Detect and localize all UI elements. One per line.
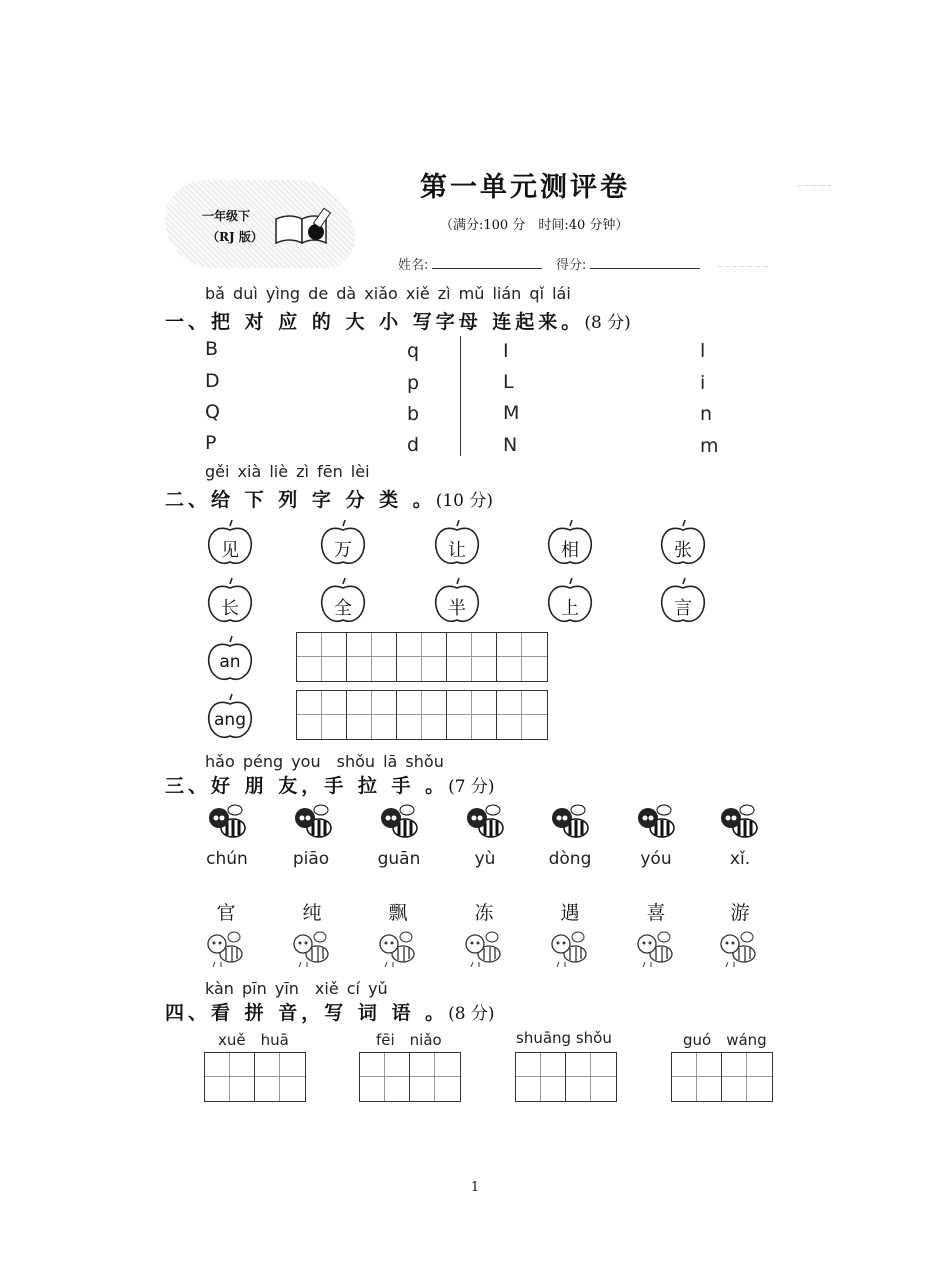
apple-char: 万 [334, 540, 352, 561]
apple-character[interactable] [205, 518, 255, 568]
bee-hanzi[interactable]: 喜 [646, 902, 666, 924]
bee-outline-icon [547, 924, 591, 968]
bee-outline-icon [203, 924, 247, 968]
apple-char: 长 [221, 598, 239, 619]
score-label: 得分: [556, 258, 587, 273]
apple-char: 相 [561, 540, 579, 561]
name-label: 姓名: [398, 258, 429, 273]
upper-letter[interactable]: Q [205, 401, 220, 423]
section3-heading [165, 771, 495, 798]
bee-icon [205, 800, 249, 844]
apple-char: 上 [561, 598, 579, 619]
bee-icon [291, 800, 335, 844]
writing-cell[interactable] [497, 633, 547, 681]
bee-hanzi[interactable]: 官 [216, 902, 236, 924]
writing-cell[interactable] [360, 1053, 410, 1101]
bee-outline-icon [716, 924, 760, 968]
word-writing-grid[interactable] [359, 1052, 461, 1102]
page-title: 第一单元测评卷 [420, 172, 630, 203]
writing-cell[interactable] [347, 691, 397, 739]
word-writing-grid[interactable] [204, 1052, 306, 1102]
writing-cell[interactable] [497, 691, 547, 739]
name-blank[interactable] [432, 268, 542, 269]
section2-points: (10 分) [435, 491, 494, 511]
scan-noise: ~~~~~ [796, 181, 835, 190]
writing-cell[interactable] [566, 1053, 616, 1101]
section3-pinyin: hǎo péng you shǒu lā shǒu [205, 752, 444, 771]
book-writing-icon [272, 205, 338, 247]
writing-cell[interactable] [447, 633, 497, 681]
bee-pinyin[interactable]: xǐ. [729, 849, 751, 869]
word-writing-grid[interactable] [671, 1052, 773, 1102]
apple-char: 言 [674, 598, 692, 619]
writing-cell[interactable] [205, 1053, 255, 1101]
bee-pinyin[interactable]: yóu [640, 849, 672, 869]
bee-hanzi[interactable]: 游 [730, 902, 750, 924]
apple-character[interactable] [658, 576, 708, 626]
lower-letter[interactable]: l [700, 340, 706, 362]
section3-title: 三、好 朋 友，手 拉 手 。 [165, 775, 449, 797]
bee-pinyin[interactable]: dòng [548, 849, 592, 869]
page-subtitle: （满分:100 分 时间:40 分钟） [440, 218, 629, 233]
scan-noise-2: ~~~~~~~ [716, 262, 770, 271]
bee-icon [717, 800, 761, 844]
lower-letter[interactable]: d [407, 434, 420, 456]
section4-title: 四、看 拼 音，写 词 语 。 [165, 1002, 449, 1024]
apple-character[interactable] [545, 576, 595, 626]
upper-letter[interactable]: I [503, 340, 509, 362]
bee-pinyin[interactable]: yù [474, 849, 496, 869]
section4-heading [165, 998, 495, 1025]
section2-heading [165, 485, 493, 512]
word-pinyin: xuě huā [218, 1031, 289, 1049]
upper-letter[interactable]: D [205, 370, 220, 392]
word-writing-grid[interactable] [515, 1052, 617, 1102]
word-pinyin: shuāng shǒu [516, 1029, 612, 1047]
section4-points: (8 分) [448, 1004, 495, 1024]
writing-cell[interactable] [722, 1053, 772, 1101]
writing-cell[interactable] [447, 691, 497, 739]
apple-char: 让 [448, 540, 466, 561]
upper-letter[interactable]: N [503, 434, 518, 456]
lower-letter[interactable]: n [700, 403, 713, 425]
apple-character[interactable] [318, 576, 368, 626]
page-number: 1 [470, 1180, 480, 1195]
grade-label: 一年级下 [202, 209, 251, 223]
apple-character[interactable] [658, 518, 708, 568]
bee-outline-icon [633, 924, 677, 968]
edition-label: （RJ 版） [207, 230, 263, 244]
group-ang-label: ang [214, 710, 246, 730]
apple-char: 见 [221, 540, 239, 561]
bee-outline-icon [289, 924, 333, 968]
section1-title: 一、把 对 应 的 大 小 写字母 连起来。 [165, 311, 585, 333]
writing-cell[interactable] [397, 633, 447, 681]
apple-char: 半 [448, 598, 466, 619]
an-writing-grid[interactable] [296, 632, 548, 682]
ang-writing-grid[interactable] [296, 690, 548, 740]
bee-pinyin[interactable]: piāo [292, 849, 330, 869]
writing-cell[interactable] [672, 1053, 722, 1101]
bee-icon [463, 800, 507, 844]
apple-char: 全 [334, 598, 352, 619]
bee-hanzi[interactable]: 遇 [560, 902, 580, 924]
upper-letter[interactable]: M [503, 402, 520, 424]
section4-pinyin: kàn pīn yīn xiě cí yǔ [205, 979, 388, 998]
word-pinyin: fēi niǎo [376, 1031, 442, 1049]
word-pinyin: guó wáng [683, 1031, 767, 1049]
apple-character[interactable] [545, 518, 595, 568]
section2-title: 二、给 下 列 字 分 类 。 [165, 489, 436, 511]
bee-outline-icon [375, 924, 419, 968]
group-an-label: an [219, 652, 241, 672]
writing-cell[interactable] [516, 1053, 566, 1101]
bee-icon [634, 800, 678, 844]
bee-hanzi[interactable]: 冻 [474, 902, 494, 924]
upper-letter[interactable]: P [205, 432, 217, 454]
writing-cell[interactable] [410, 1053, 460, 1101]
writing-cell[interactable] [255, 1053, 305, 1101]
section2-pinyin: gěi xià liè zì fēn lèi [205, 462, 370, 481]
lower-letter[interactable]: b [407, 403, 420, 425]
group-an-apple [205, 634, 255, 684]
section1-heading [165, 307, 631, 334]
bee-hanzi[interactable]: 飘 [388, 902, 408, 924]
bee-hanzi[interactable]: 纯 [302, 902, 322, 924]
bee-pinyin[interactable]: chún [206, 849, 248, 869]
apple-char: 张 [674, 540, 692, 561]
lower-letter[interactable]: p [407, 372, 420, 394]
column-divider [460, 336, 461, 456]
bee-icon [377, 800, 421, 844]
section1-pinyin: bǎ duì yìng de dà xiǎo xiě zì mǔ lián qǐ lái [205, 284, 571, 303]
writing-cell[interactable] [297, 633, 347, 681]
bee-pinyin[interactable]: guān [377, 849, 421, 869]
lower-letter[interactable]: q [407, 340, 420, 362]
lower-letter[interactable]: i [700, 372, 706, 394]
writing-cell[interactable] [397, 691, 447, 739]
bee-icon [548, 800, 592, 844]
bee-outline-icon [461, 924, 505, 968]
score-blank[interactable] [590, 268, 700, 269]
apple-character[interactable] [205, 576, 255, 626]
apple-character[interactable] [432, 576, 482, 626]
group-ang-apple [205, 692, 255, 742]
upper-letter[interactable]: B [205, 338, 219, 360]
apple-character[interactable] [318, 518, 368, 568]
upper-letter[interactable]: L [503, 371, 514, 393]
section3-points: (7 分) [448, 777, 495, 797]
writing-cell[interactable] [297, 691, 347, 739]
section1-points: (8 分) [584, 313, 631, 333]
lower-letter[interactable]: m [700, 435, 719, 457]
writing-cell[interactable] [347, 633, 397, 681]
apple-character[interactable] [432, 518, 482, 568]
